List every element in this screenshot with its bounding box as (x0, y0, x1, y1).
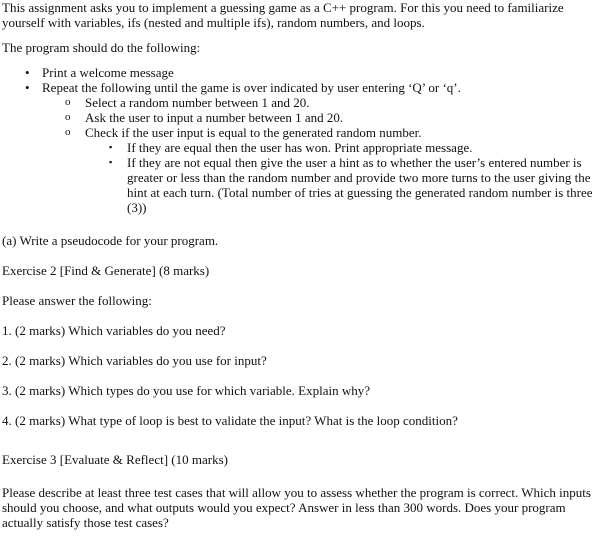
question-3: 3. (2 marks) Which types do you use for which variable. Explain why? (2, 383, 370, 398)
question-2: 2. (2 marks) Which variables do you use for input? (2, 353, 267, 368)
outcome-text: If they are not equal then give the user a hint as to whether the user’s entered number is greater or less than the random number and provide two more turns to the user giving the hint at each turn. (Total number of tries at guessing the generated random number is three (3)) (127, 155, 593, 215)
pseudocode-task: (a) Write a pseudocode for your program. (2, 233, 219, 248)
game-step-text: Ask the user to input a number between 1 and 20. (85, 110, 344, 125)
question-1: 1. (2 marks) Which variables do you need? (2, 323, 226, 338)
intro-paragraph: This assignment asks you to implement a guessing game as a C++ program. For this you need to familiarize yourself with variables, ifs (nested and multiple ifs), random numbers, and loops. (2, 0, 564, 30)
requirements-list (2, 65, 600, 215)
outcome-not-equal (85, 155, 600, 215)
exercise-2-title: Exercise 2 [Find & Generate] (8 marks) (2, 263, 210, 278)
requirement-repeat-game (2, 80, 600, 215)
program-requirements-heading: The program should do the following: (2, 40, 201, 55)
game-step-check-input (42, 125, 600, 215)
requirement-welcome-message (2, 65, 600, 80)
please-answer-heading: Please answer the following: (2, 293, 152, 308)
question-4: 4. (2 marks) What type of loop is best to validate the input? What is the loop condition? (2, 413, 458, 428)
exercise-3-description: Please describe at least three test cases that will allow you to assess whether the program is correct. Which inputs should you choose, and what outputs would you expect? Answer in less than 300 words. Does your program actually satisfy those test cases? (2, 485, 591, 530)
game-step-text: Check if the user input is equal to the generated random number. (85, 125, 422, 140)
outcome-text: If they are equal then the user has won. Print appropriate message. (127, 140, 473, 155)
requirement-text: Repeat the following until the game is over indicated by user entering ‘Q’ or ‘q’. (42, 80, 461, 95)
game-steps-list (42, 95, 600, 215)
game-step-text: Select a random number between 1 and 20. (85, 95, 310, 110)
requirement-text: Print a welcome message (42, 65, 174, 80)
game-step-user-input (42, 110, 600, 125)
outcome-equal (85, 140, 600, 155)
exercise-3-title: Exercise 3 [Evaluate & Reflect] (10 marks) (2, 452, 228, 467)
game-step-random-number (42, 95, 600, 110)
check-outcomes-list (85, 140, 600, 215)
